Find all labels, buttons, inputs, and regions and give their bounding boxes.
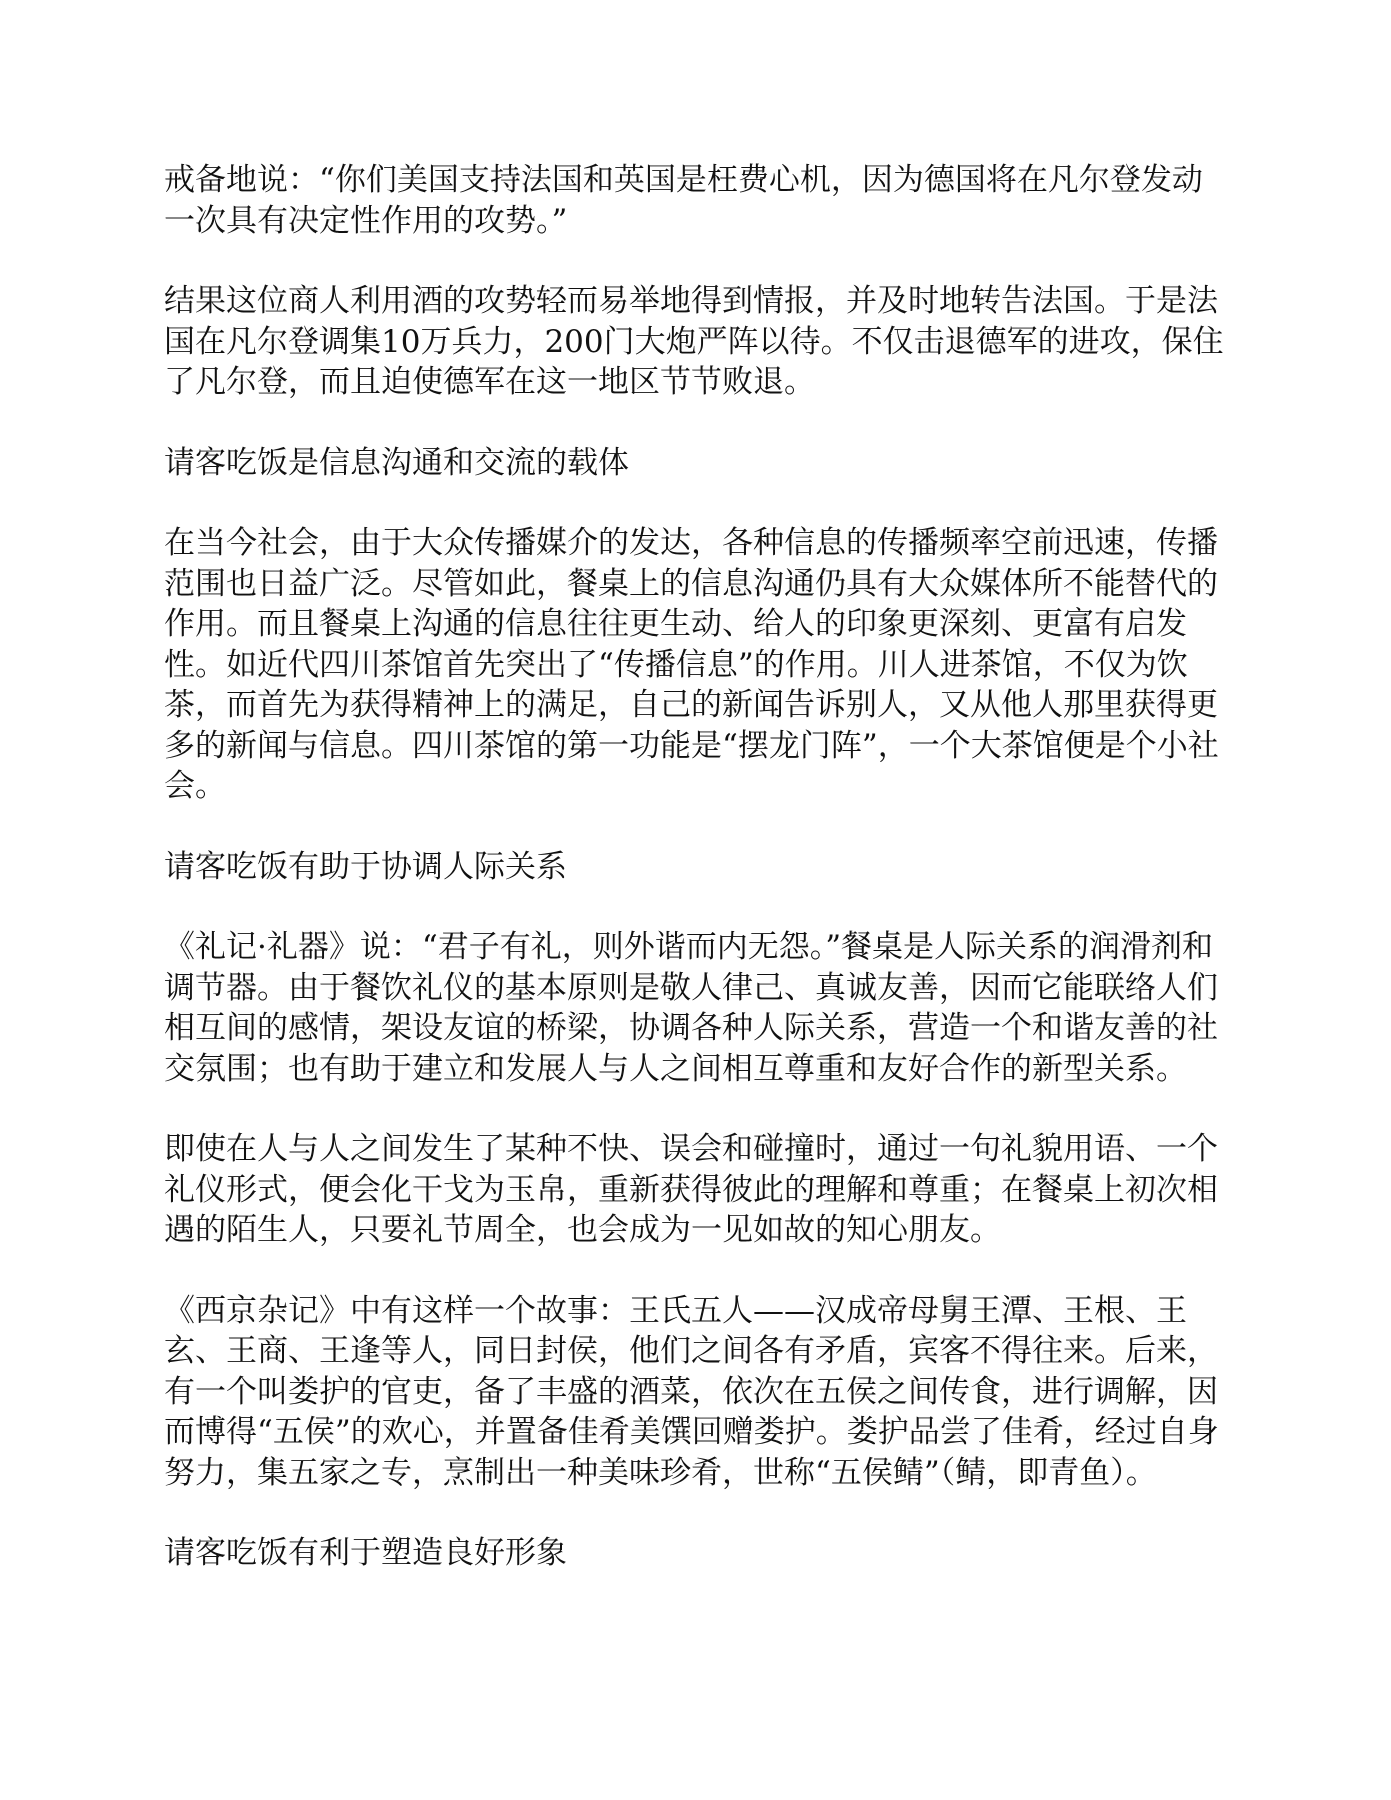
paragraph-xijing-zaji: 《西京杂记》中有这样一个故事：王氏五人——汉成帝母舅王潭、王根、王玄、王商、王逢等人，同日封侯，他们之间各有矛盾，宾客不得往来。后来，有一个叫娄护的官吏，备了丰盛的酒菜，依次在五侯之间传食，进行调解，因而博得“五侯”的欢心，并置备佳肴美馔回赠娄护。娄护品尝了佳肴，经过自身努力，集五家之专，烹制出一种美味珍肴，世称“五侯鲭”（鲭，即青鱼）。 [164,1292,1219,1491]
document-page [164,160,1224,1614]
paragraph-quote-verdun: 戒备地说：“你们美国支持法国和英国是枉费心机，因为德国将在凡尔登发动一次具有决定性作用的攻势。” [164,162,1203,239]
heading-interpersonal-relations: 请客吃饭有助于协调人际关系 [164,848,567,885]
paragraph-resolve-conflict: 即使在人与人之间发生了某种不快、误会和碰撞时，通过一句礼貌用语、一个礼仪形式，便会化干戈为玉帛，重新获得彼此的理解和尊重；在餐桌上初次相遇的陌生人，只要礼节周全，也会成为一见如故的知心朋友。 [164,1131,1218,1248]
paragraph-liji-liqi: 《礼记·礼器》说：“君子有礼，则外谐而内无怨。”餐桌是人际关系的润滑剂和调节器。由于餐饮礼仪的基本原则是敬人律己、真诚友善，因而它能联络人们相互间的感情，架设友谊的桥梁，协调各种人际关系，营造一个和谐友善的社交氛围；也有助于建立和发展人与人之间相互尊重和友好合作的新型关系。 [164,929,1218,1087]
paragraph-merchant-intel: 结果这位商人利用酒的攻势轻而易举地得到情报，并及时地转告法国。于是法国在凡尔登调集10万兵力，200门大炮严阵以待。不仅击退德军的进攻，保住了凡尔登，而且迫使德军在这一地区节节败退。 [164,283,1224,400]
paragraph-sichuan-teahouse: 在当今社会，由于大众传播媒介的发达，各种信息的传播频率空前迅速，传播范围也日益广泛。尽管如此，餐桌上的信息沟通仍具有大众媒体所不能替代的作用。而且餐桌上沟通的信息往往更生动、给人的印象更深刻、更富有启发性。如近代四川茶馆首先突出了“传播信息”的作用。川人进茶馆，不仅为饮茶，而首先为获得精神上的满足，自己的新闻告诉别人，又从他人那里获得更多的新闻与信息。四川茶馆的第一功能是“摆龙门阵”，一个大茶馆便是个小社会。 [164,525,1219,804]
heading-information-exchange: 请客吃饭是信息沟通和交流的载体 [164,444,629,481]
heading-good-image: 请客吃饭有利于塑造良好形象 [164,1535,567,1571]
